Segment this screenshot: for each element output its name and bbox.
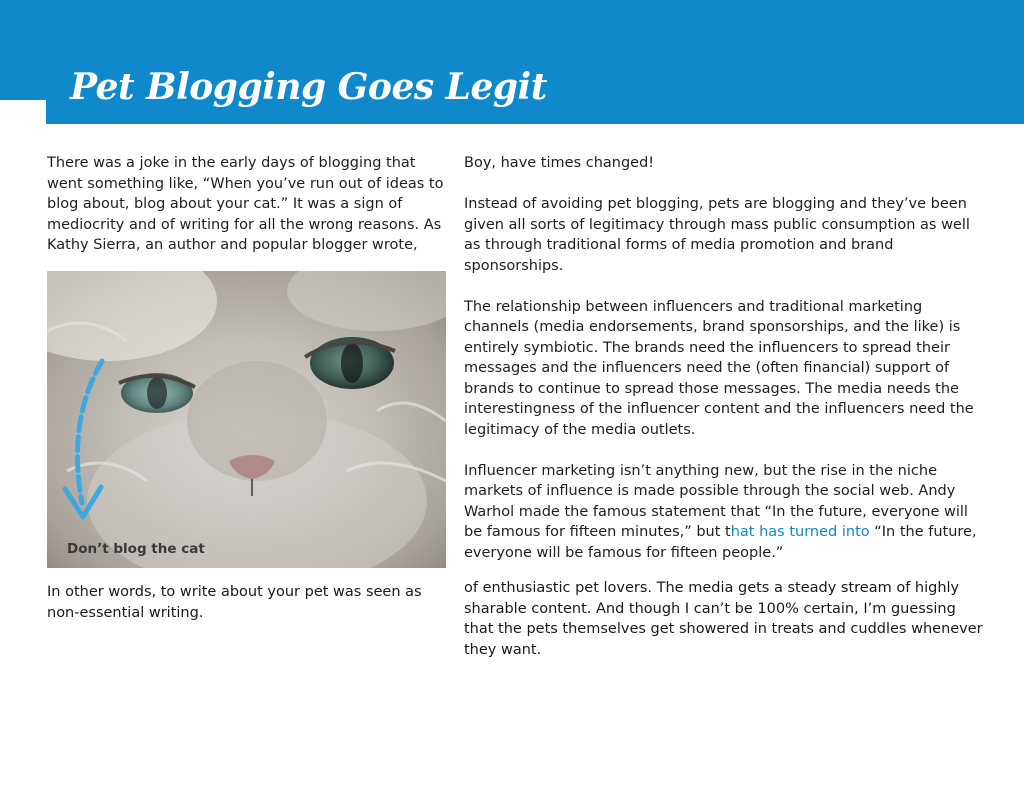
cat-illustration	[47, 271, 446, 568]
outro-paragraph: In other words, to write about your pet was seen as non-essential writing.	[47, 584, 422, 621]
paragraph-5: of enthusiastic pet lovers. The media gets a steady stream of highly sharable content. And though I can’t be 100% certain, I’m guessing that the pets themselves get showered in treats and cuddles whenever they want.	[464, 580, 983, 658]
paragraph-1: Boy, have times changed!	[464, 155, 655, 171]
image-caption: Don’t blog the cat	[67, 541, 205, 557]
right-column-bottom	[464, 578, 984, 660]
paragraph-3: The relationship between influencers and traditional marketing channels (media endorsements, brand sponsorships, and the like) is entirely symbiotic. The brands need the influencers to spread their messages and the influencers need the (often financial) support of brands to continue to spread those messages. The media needs the interestingness of the influencer content and the influencers need the legitimacy of the media outlets.	[464, 298, 974, 438]
inline-link[interactable]: hat has turned into	[730, 524, 870, 540]
paragraph-2: Instead of avoiding pet blogging, pets are blogging and they’ve been given all sorts of legitimacy through mass public consumption as well as through traditional forms of media promotion and brand sponsorships.	[464, 196, 970, 274]
paragraph-4-text-b: “In the future, everyone will be famous for fifteen people.”	[464, 524, 977, 561]
left-column-bottom	[47, 582, 447, 623]
banner-notch	[0, 100, 46, 124]
paragraph-4-text-a: Influencer marketing isn’t anything new, but the rise in the niche markets of influence is made possible through the social web. Andy Warhol made the famous statement that “In the future, everyone will be famous for fifteen minutes,” but t	[464, 462, 968, 540]
cat-photo	[47, 271, 446, 568]
right-column	[464, 153, 984, 563]
left-column	[47, 153, 447, 256]
page-title: Pet Blogging Goes Legit	[70, 66, 547, 108]
intro-paragraph: There was a joke in the early days of blogging that went something like, “When you’ve run out of ideas to blog about, blog about your cat.” It was a sign of mediocrity and of writing for all the wrong reasons. As Kathy Sierra, an author and popular blogger wrote,	[47, 155, 444, 253]
paragraph-4	[464, 461, 984, 564]
